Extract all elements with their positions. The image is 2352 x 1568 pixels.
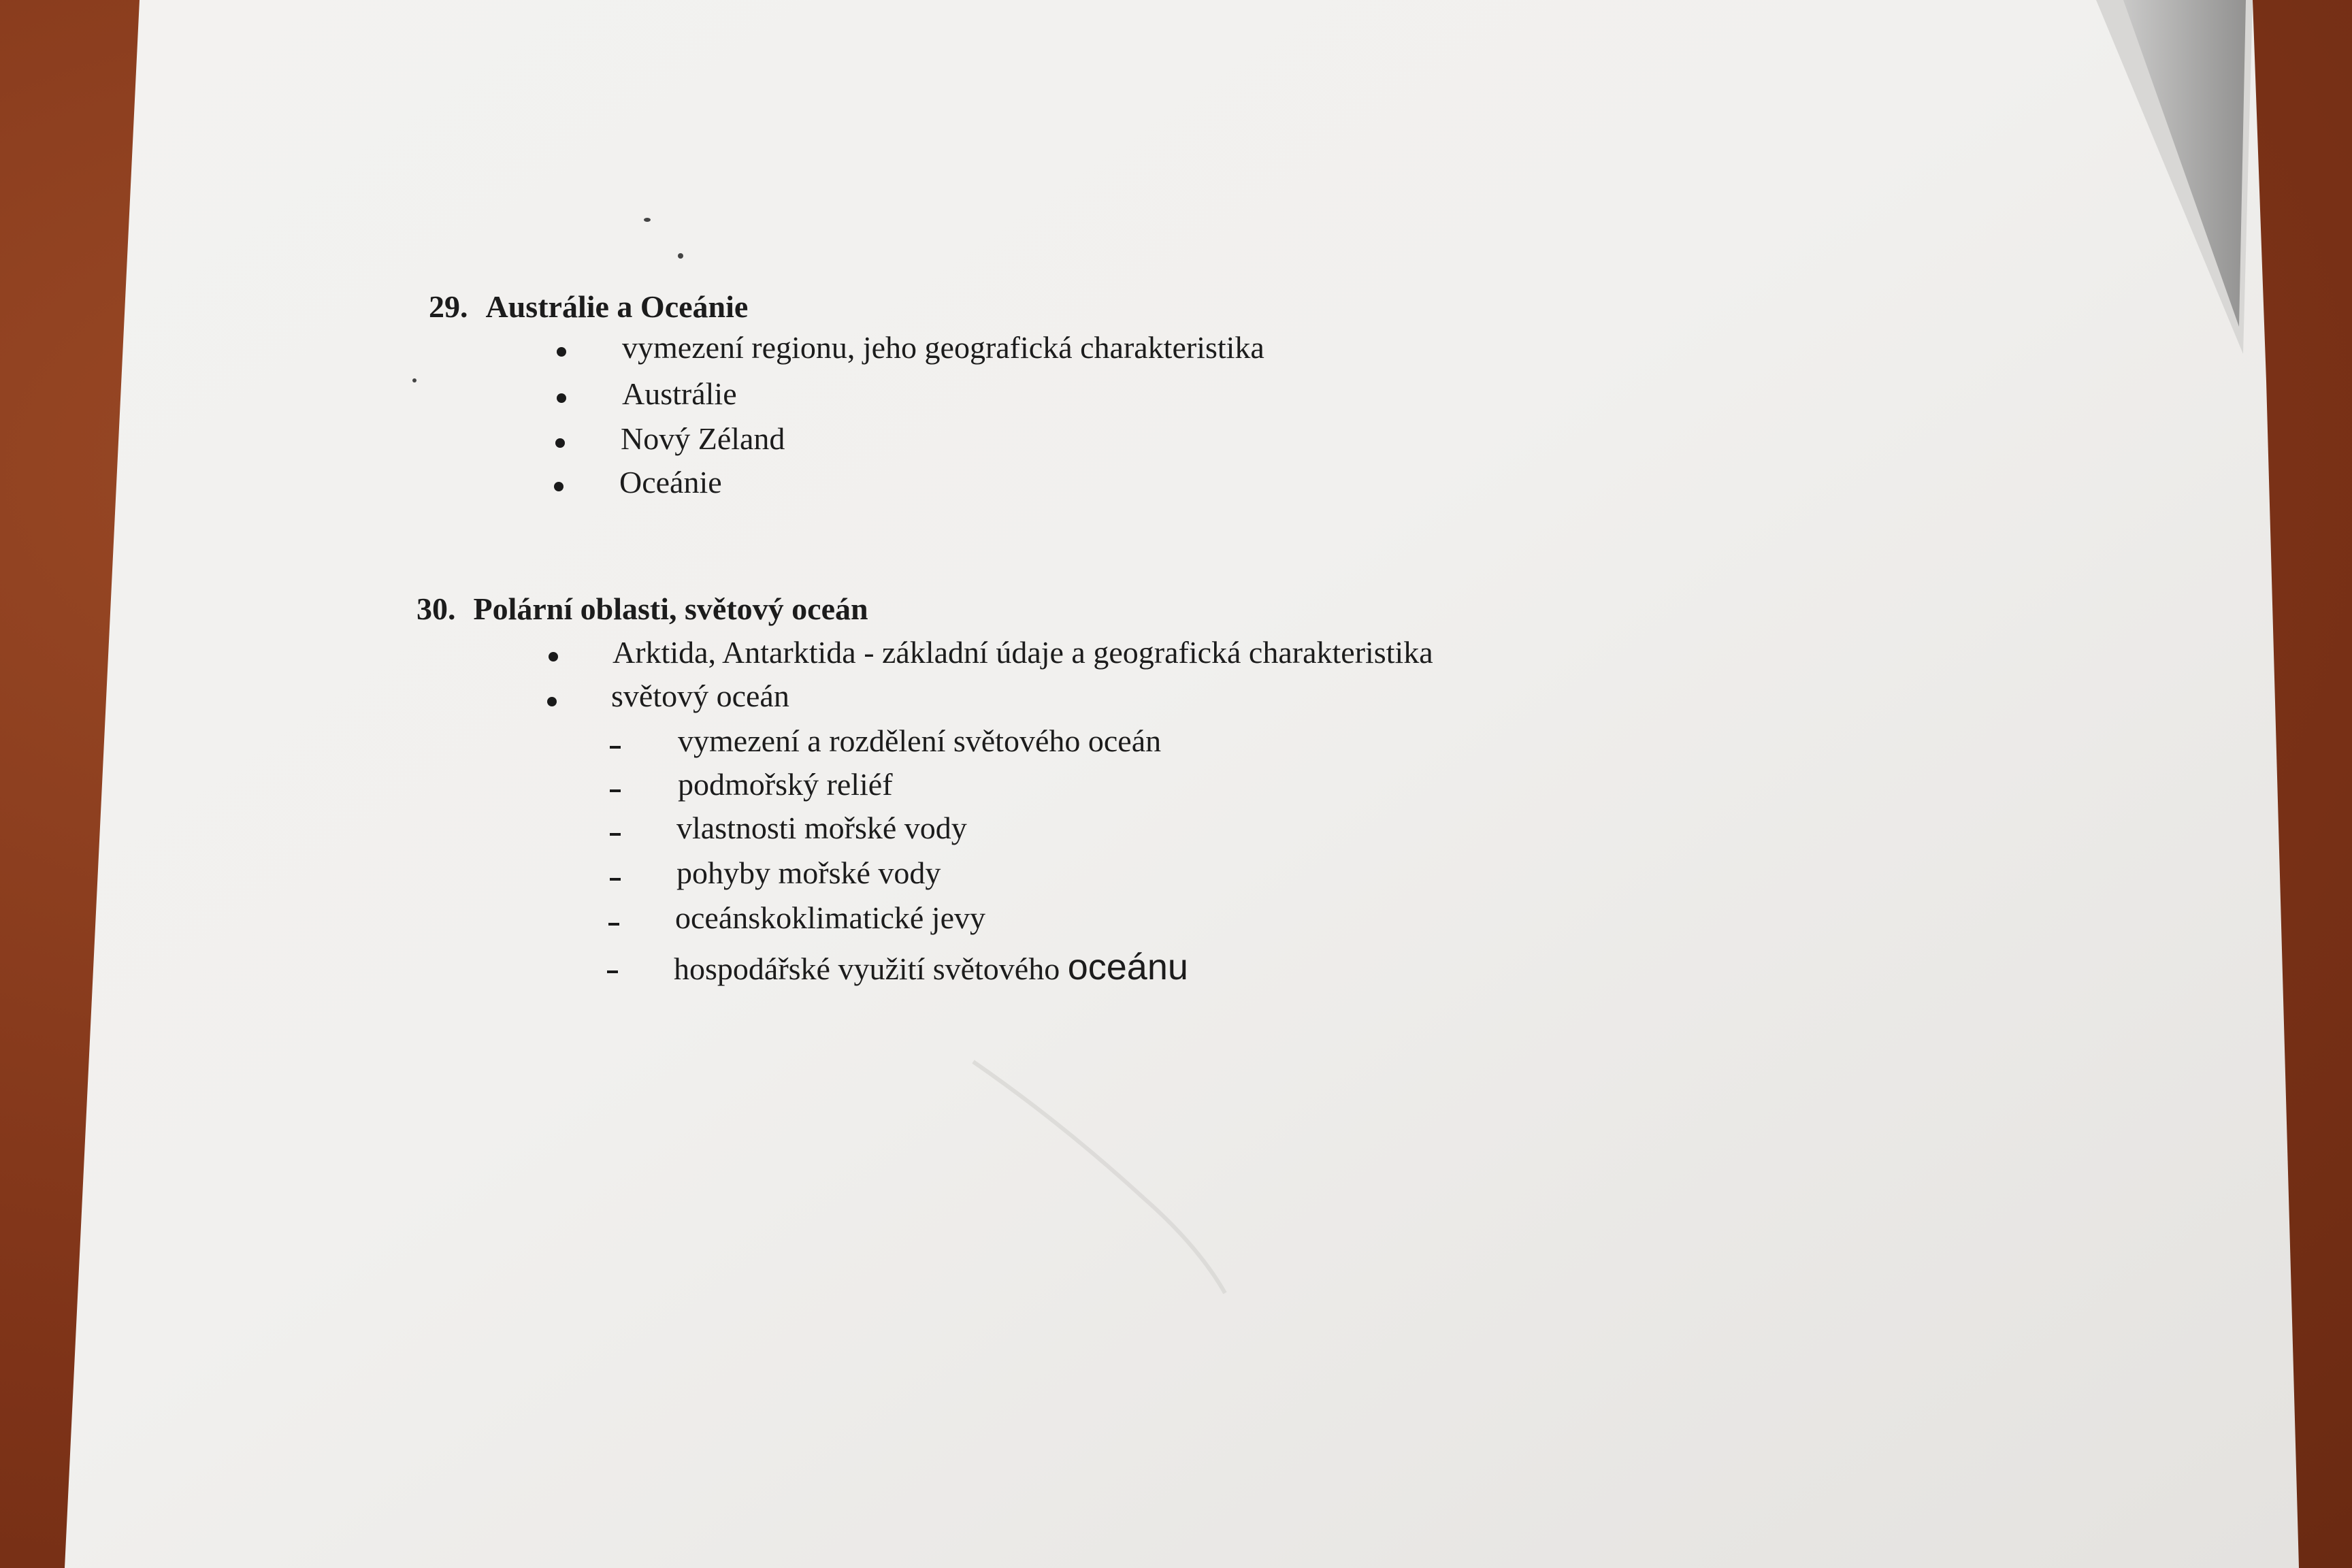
- bullet-icon: [557, 393, 566, 403]
- sub-list-item: podmořský reliéf: [678, 767, 893, 802]
- dash-icon: [607, 970, 618, 973]
- list-item: Austrálie: [622, 376, 737, 411]
- bullet-icon: [554, 482, 564, 491]
- sub-list-item-tail: oceánu: [1067, 947, 1188, 987]
- dash-icon: [610, 746, 621, 749]
- dash-icon: [608, 923, 619, 926]
- list-item: Arktida, Antarktida - základní údaje a geografická charakteristika: [612, 635, 1433, 670]
- sub-list-item-head: hospodářské využití světového: [674, 951, 1060, 986]
- dash-icon: [610, 789, 621, 792]
- ink-speck: [678, 253, 683, 259]
- sub-list-item: oceánskoklimatické jevy: [675, 900, 986, 935]
- sub-list-item: vlastnosti mořské vody: [676, 811, 967, 845]
- section-29-heading: [429, 289, 748, 325]
- bullet-icon: [549, 652, 558, 662]
- sub-list-item: pohyby mořské vody: [676, 855, 941, 890]
- bullet-icon: [547, 697, 557, 706]
- list-item: vymezení regionu, jeho geografická charakteristika: [622, 330, 1264, 365]
- ink-speck: [412, 378, 416, 382]
- section-30-heading: [416, 591, 868, 627]
- section-title: Polární oblasti, světový oceán: [473, 591, 868, 626]
- list-item: Nový Zéland: [621, 421, 785, 456]
- section-number: 30.: [416, 591, 456, 626]
- section-title: Austrálie a Oceánie: [485, 289, 749, 324]
- sub-list-item: [674, 946, 1188, 988]
- bullet-icon: [557, 347, 566, 357]
- bullet-icon: [555, 438, 565, 448]
- sub-list-item: vymezení a rozdělení světového oceán: [678, 723, 1162, 758]
- dash-icon: [610, 878, 621, 881]
- dash-icon: [610, 833, 621, 836]
- section-number: 29.: [429, 289, 468, 324]
- list-item: Oceánie: [619, 465, 722, 500]
- list-item: světový oceán: [611, 679, 789, 713]
- ink-speck: [644, 218, 651, 222]
